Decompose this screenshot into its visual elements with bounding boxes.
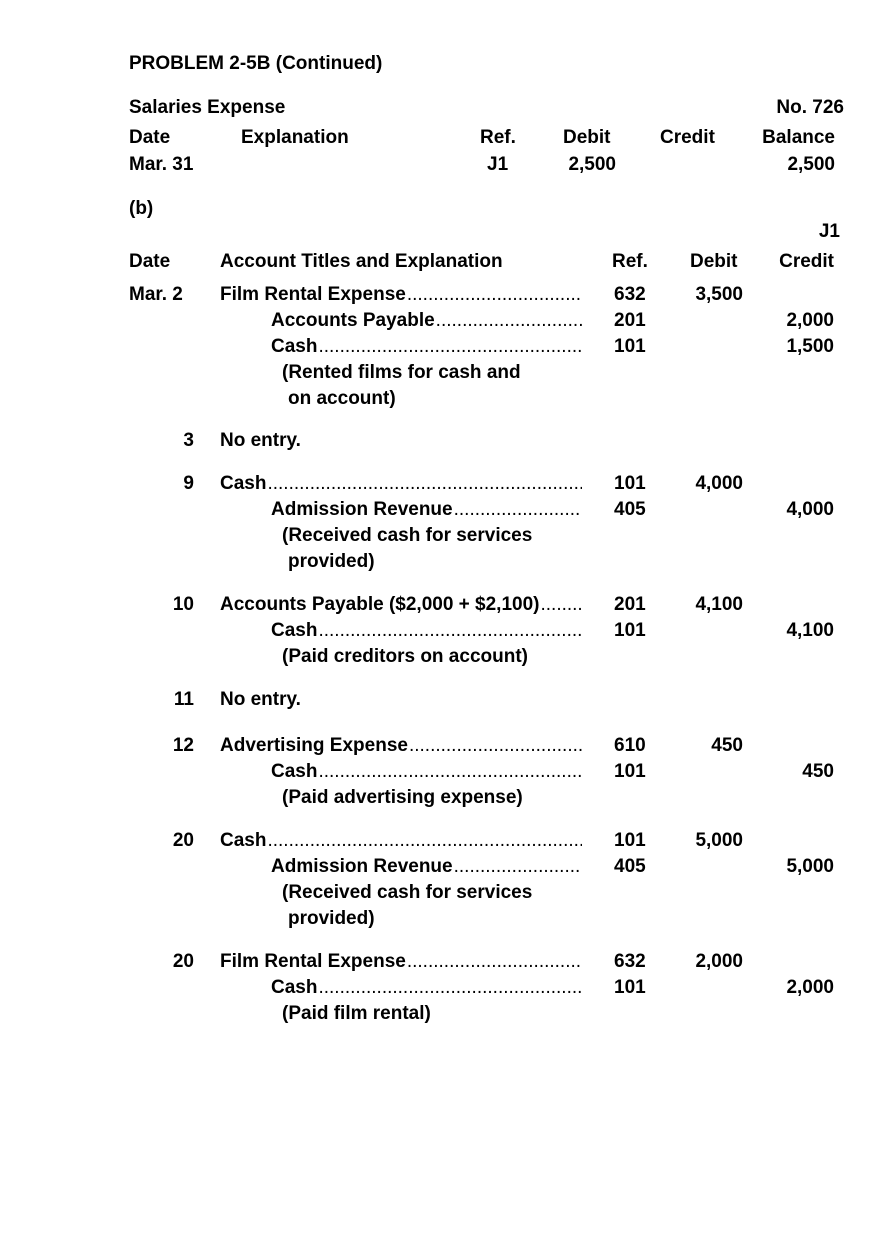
- journal-line-ref: 405: [614, 499, 646, 520]
- journal-line-explanation: (Rented films for cash and: [282, 362, 521, 383]
- journal-line-date: Mar. 2: [129, 284, 183, 305]
- journal-header-date: Date: [129, 251, 171, 272]
- journal-line-credit: 450: [802, 761, 834, 782]
- journal-line-no-entry: No entry.: [220, 430, 301, 451]
- leader-dots: [454, 856, 582, 878]
- journal-line-debit: 4,100: [695, 594, 743, 615]
- journal-line-account: [271, 310, 582, 332]
- journal-line-date: 3: [183, 430, 194, 451]
- journal-line-account-text: Cash: [220, 830, 267, 851]
- leader-dots: [318, 977, 582, 999]
- journal-line-ref: 101: [614, 830, 646, 851]
- journal-line-ref: 101: [614, 336, 646, 357]
- journal-line-date: 12: [172, 735, 194, 756]
- journal-header-titles: Account Titles and Explanation: [220, 251, 503, 272]
- journal-line-account: [220, 830, 582, 852]
- journal-line-account-text: Cash: [271, 620, 318, 641]
- leader-dots: [318, 761, 582, 783]
- journal-line-ref: 101: [614, 473, 646, 494]
- ledger-header-credit: Credit: [660, 127, 715, 148]
- ledger-header-explanation: Explanation: [241, 127, 349, 148]
- ledger-header-ref: Ref.: [480, 127, 516, 148]
- journal-line-account: [271, 977, 582, 999]
- ledger-account-number: No. 726: [776, 97, 844, 118]
- leader-dots: [454, 499, 582, 521]
- journal-header-credit: Credit: [779, 251, 834, 272]
- journal-line-explanation: (Received cash for services: [282, 882, 533, 903]
- journal-line-account: [220, 594, 582, 616]
- ledger-row-balance: 2,500: [787, 154, 835, 175]
- page-heading: PROBLEM 2-5B (Continued): [129, 53, 383, 74]
- journal-line-account: [220, 735, 582, 757]
- journal-line-account-text: Advertising Expense: [220, 735, 408, 756]
- journal-line-ref: 201: [614, 594, 646, 615]
- ledger-header-debit: Debit: [563, 127, 611, 148]
- leader-dots: [407, 951, 582, 973]
- journal-line-account-text: Film Rental Expense: [220, 951, 406, 972]
- journal-line-debit: 450: [711, 735, 743, 756]
- journal-line-account: [220, 951, 582, 973]
- journal-line-ref: 610: [614, 735, 646, 756]
- leader-dots: [407, 284, 582, 306]
- part-b-label: (b): [129, 198, 154, 219]
- journal-line-no-entry: No entry.: [220, 689, 301, 710]
- leader-dots: [436, 310, 582, 332]
- journal-line-debit: 3,500: [695, 284, 743, 305]
- journal-line-date: 9: [183, 473, 194, 494]
- journal-line-account-text: Admission Revenue: [271, 499, 453, 520]
- leader-dots: [267, 830, 582, 852]
- journal-line-explanation: provided): [288, 908, 375, 929]
- journal-line-account-text: Cash: [271, 977, 318, 998]
- journal-line-account-text: Cash: [271, 336, 318, 357]
- journal-line-date: 20: [172, 830, 194, 851]
- journal-line-credit: 4,100: [786, 620, 834, 641]
- journal-line-account-text: Accounts Payable: [271, 310, 435, 331]
- journal-line-credit: 2,000: [786, 310, 834, 331]
- journal-line-date: 10: [172, 594, 194, 615]
- journal-line-ref: 101: [614, 977, 646, 998]
- ledger-row-date: Mar. 31: [129, 154, 194, 175]
- journal-line-account-text: Cash: [220, 473, 267, 494]
- journal-line-date: 11: [173, 689, 194, 710]
- journal-line-account-text: Admission Revenue: [271, 856, 453, 877]
- journal-header-debit: Debit: [690, 251, 738, 272]
- leader-dots: [318, 620, 582, 642]
- journal-line-credit: 2,000: [786, 977, 834, 998]
- journal-line-ref: 632: [614, 284, 646, 305]
- journal-line-explanation: on account): [288, 388, 396, 409]
- journal-line-date: 20: [172, 951, 194, 972]
- journal-page-number: J1: [818, 221, 840, 242]
- journal-line-explanation: (Paid creditors on account): [282, 646, 528, 667]
- ledger-header-date: Date: [129, 127, 171, 148]
- leader-dots: [318, 336, 582, 358]
- leader-dots: [267, 473, 582, 495]
- journal-line-account-text: Film Rental Expense: [220, 284, 406, 305]
- ledger-row-ref: J1: [487, 154, 509, 175]
- journal-line-credit: 1,500: [786, 336, 834, 357]
- journal-line-account-text: Accounts Payable ($2,000 + $2,100): [220, 594, 540, 615]
- journal-line-account: [271, 761, 582, 783]
- journal-line-debit: 4,000: [695, 473, 743, 494]
- journal-line-account: [271, 856, 582, 878]
- journal-line-account-text: Cash: [271, 761, 318, 782]
- journal-line-credit: 4,000: [786, 499, 834, 520]
- journal-line-explanation: (Paid film rental): [282, 1003, 431, 1024]
- ledger-header-balance: Balance: [762, 127, 835, 148]
- journal-line-explanation: (Received cash for services: [282, 525, 533, 546]
- journal-line-account: [271, 336, 582, 358]
- journal-line-debit: 5,000: [695, 830, 743, 851]
- journal-line-ref: 405: [614, 856, 646, 877]
- journal-line-debit: 2,000: [695, 951, 743, 972]
- journal-header-ref: Ref.: [612, 251, 648, 272]
- journal-line-account: [220, 473, 582, 495]
- journal-line-credit: 5,000: [786, 856, 834, 877]
- journal-line-ref: 101: [614, 761, 646, 782]
- journal-line-ref: 632: [614, 951, 646, 972]
- journal-line-account: [220, 284, 582, 306]
- journal-line-ref: 201: [614, 310, 646, 331]
- journal-line-explanation: provided): [288, 551, 375, 572]
- leader-dots: [409, 735, 582, 757]
- journal-line-explanation: (Paid advertising expense): [282, 787, 523, 808]
- leader-dots: [540, 594, 582, 616]
- journal-line-account: [271, 620, 582, 642]
- ledger-row-debit: 2,500: [568, 154, 616, 175]
- journal-line-ref: 101: [614, 620, 646, 641]
- journal-line-account: [271, 499, 582, 521]
- ledger-account-title: Salaries Expense: [129, 97, 286, 118]
